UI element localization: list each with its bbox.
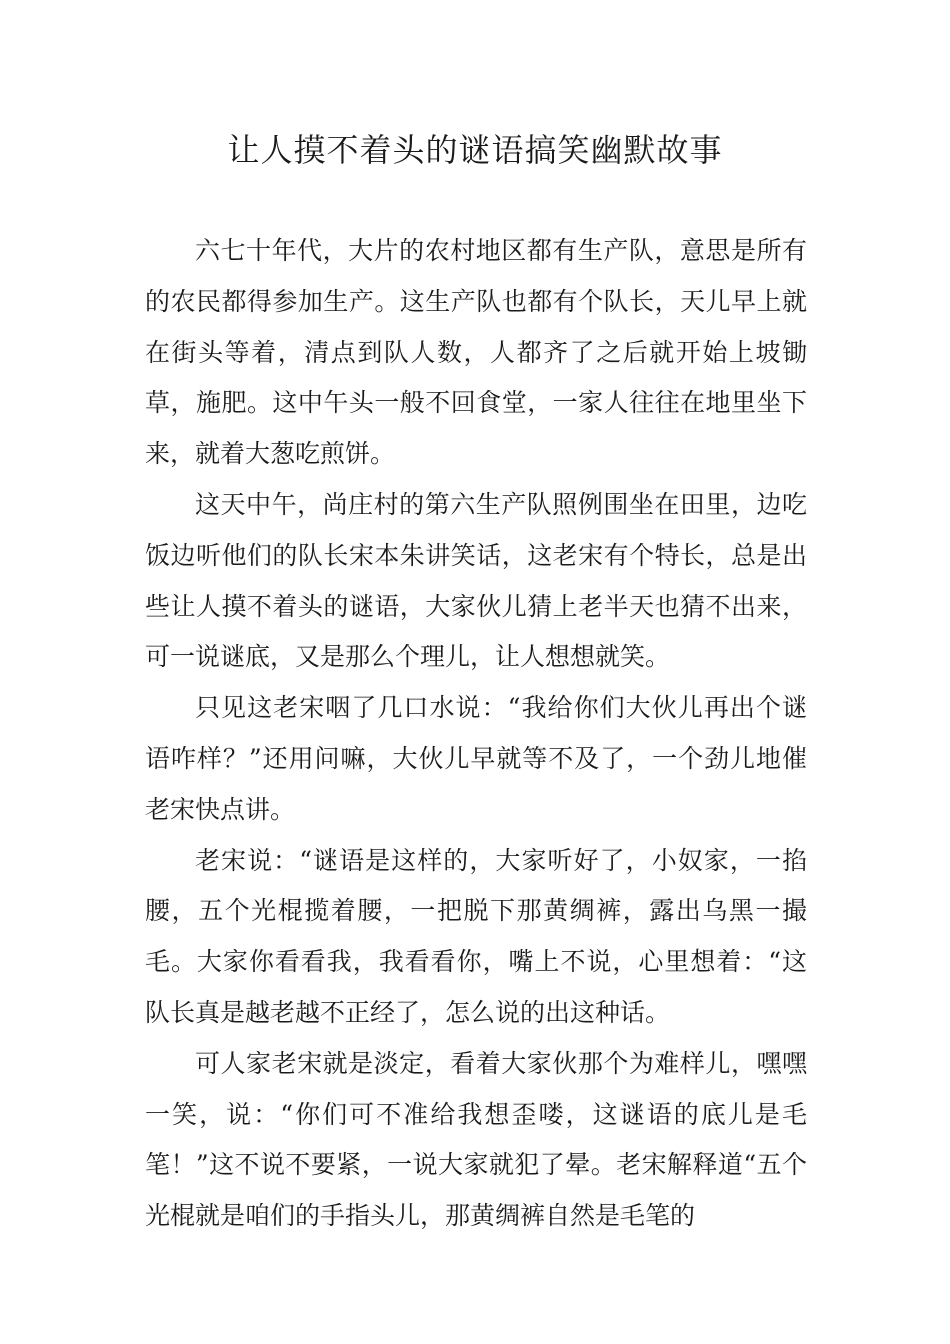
paragraph-2: 这天中午，尚庄村的第六生产队照例围坐在田里，边吃饭边听他们的队长宋本朱讲笑话，这老宋有个特长，总是出些让人摸不着头的谜语，大家伙儿猜上老半天也猜不出来，可一说谜底，又是那么个理儿，让人想想就笑。 [145,489,807,672]
paragraph-4: 老宋说：“谜语是这样的，大家听好了，小奴家，一掐腰，五个光棍揽着腰，一把脱下那黄绸裤，露出乌黑一撮毛。大家你看看我，我看看你，嘴上不说，心里想着：“这队长真是越老越不正经了，怎么说的出这种话。 [145,845,807,1027]
paragraph-3: 只见这老宋咽了几口水说：“我给你们大伙儿再出个谜语咋样？”还用问嘛，大伙儿早就等不及了，一个劲儿地催老宋快点讲。 [145,693,807,824]
document-title: 让人摸不着头的谜语搞笑幽默故事 [227,131,723,169]
paragraph-5: 可人家老宋就是淡定，看着大家伙那个为难样儿，嘿嘿一笑，说：“你们可不准给我想歪喽，这谜语的底儿是毛笔！”这不说不要紧，一说大家就犯了晕。老宋解释道“五个光棍就是咱们的手指头儿，那黄绸裤自然是毛笔的 [145,1048,807,1231]
paragraph-1: 六七十年代，大片的农村地区都有生产队，意思是所有的农民都得参加生产。这生产队也都有个队长，天儿早上就在街头等着，清点到队人数，人都齐了之后就开始上坡锄草，施肥。这中午头一般不回食堂，一家人往往在地里坐下来，就着大葱吃煎饼。 [145,236,807,469]
document-body [145,226,807,1242]
